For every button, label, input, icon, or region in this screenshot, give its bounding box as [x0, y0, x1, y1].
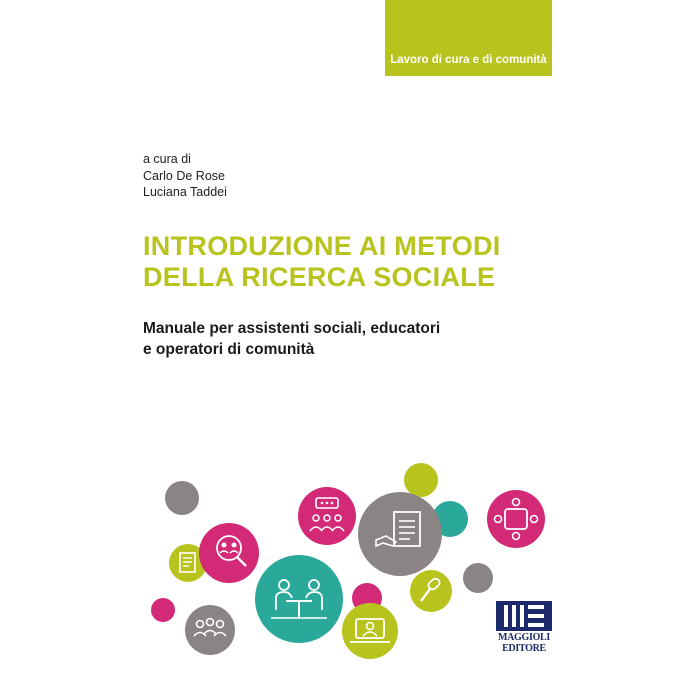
title-line: DELLA RICERCA SOCIALE	[143, 262, 496, 292]
publisher-name	[496, 632, 552, 654]
series-label: Lavoro di cura e di comunità	[390, 54, 547, 66]
decor-circle	[151, 598, 175, 622]
people-search-icon	[199, 523, 259, 583]
editors-intro: a cura di	[143, 152, 191, 166]
meeting-top-view-icon	[487, 490, 545, 548]
publisher-line: MAGGIOLI	[497, 632, 551, 643]
decor-circle	[463, 563, 493, 593]
presentation-group-icon	[298, 487, 356, 545]
editor-name: Carlo De Rose	[143, 168, 225, 183]
video-call-icon	[342, 603, 398, 659]
subtitle-line: e operatori di comunità	[143, 341, 315, 358]
publisher-logo	[496, 601, 552, 655]
publisher-logo-mark	[496, 601, 552, 631]
editor-name: Luciana Taddei	[143, 185, 227, 199]
decor-circle	[165, 481, 199, 515]
title-line: INTRODUZIONE AI METODI	[143, 231, 501, 261]
publisher-line: EDITORE	[502, 643, 546, 654]
group-icon	[185, 605, 235, 655]
microphone-icon	[410, 570, 452, 612]
people-at-table-icon	[255, 555, 343, 643]
subtitle-line: Manuale per assistenti sociali, educatori	[143, 320, 441, 337]
decor-circle	[404, 463, 438, 497]
document-hand-icon	[358, 492, 442, 576]
